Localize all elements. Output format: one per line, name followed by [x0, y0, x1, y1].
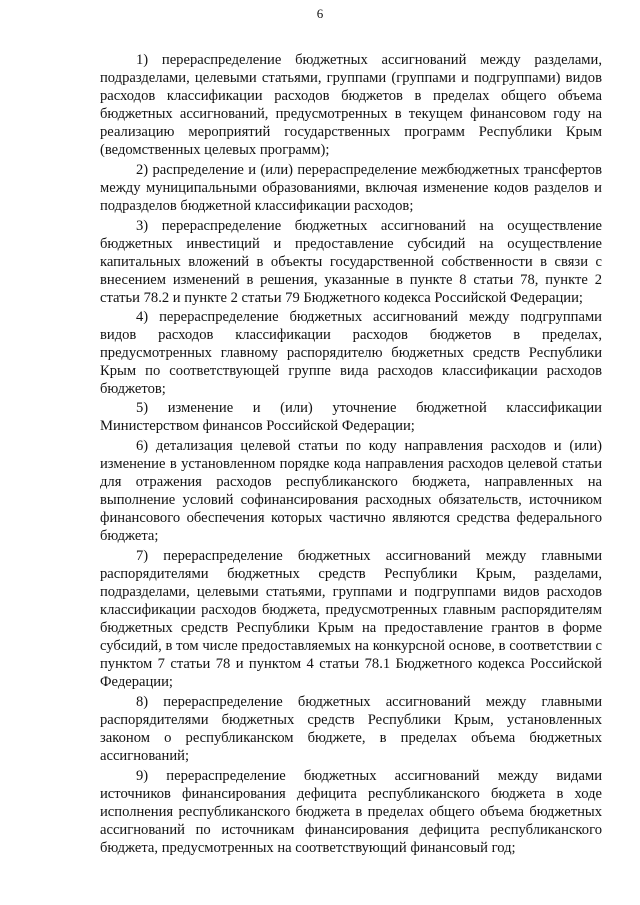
document-body: [100, 51, 602, 857]
list-item-8: 8) перераспределение бюджетных ассигнований между главными распорядителями бюджетных средств Республики Крым, установленных законом о республиканском бюджете, в пределах объема бюджетных ассигнований;: [100, 694, 602, 764]
list-item-3: 3) перераспределение бюджетных ассигнований на осуществление бюджетных инвестиций и предоставление субсидий на осуществление капитальных вложений в объекты государственной собственности в связи с внесением изменений в решения, указанные в пункте 8 статьи 78, пункте 2 статьи 78.2 и пункте 2 статьи 79 Бюджетного кодекса Российской Федерации;: [100, 218, 602, 306]
page-number: 6: [316, 6, 324, 21]
list-item-6: 6) детализация целевой статьи по коду направления расходов и (или) изменение в установленном порядке кода направления расходов целевой статьи для отражения расходов республиканского бюджета, направленных на выполнение условий софинансирования расходных обязательств, источником финансового обеспечения которых частично являются средства федерального бюджета;: [100, 438, 602, 544]
list-item-2: 2) распределение и (или) перераспределение межбюджетных трансфертов между муниципальными образованиями, включая изменение кодов разделов и подразделов бюджетной классификации расходов;: [100, 162, 602, 214]
list-item-9: 9) перераспределение бюджетных ассигнований между видами источников финансирования дефицита республиканского бюджета в ходе исполнения республиканского бюджета в пределах общего объема бюджетных ассигнований по источникам финансирования дефицита республиканского бюджета, предусмотренных на соответствующий финансовый год;: [100, 768, 602, 856]
list-item-4: 4) перераспределение бюджетных ассигнований между подгруппами видов расходов классификации расходов бюджетов в пределах, предусмотренных главному распорядителю бюджетных средств Республики Крым по соответствующей группе вида расходов классификации расходов бюджетов;: [100, 309, 602, 397]
list-item-5: 5) изменение и (или) уточнение бюджетной классификации Министерством финансов Российской Федерации;: [100, 400, 602, 434]
list-item-1: 1) перераспределение бюджетных ассигнований между разделами, подразделами, целевыми статьями, группами (группами и подгруппами) видов расходов классификации расходов бюджетов в пределах общего объема бюджетных ассигнований, предусмотренных в текущем финансовом году на реализацию мероприятий государственных программ Республики Крым (ведомственных целевых программ);: [100, 52, 602, 158]
list-item-7: 7) перераспределение бюджетных ассигнований между главными распорядителями бюджетных средств Республики Крым, разделами, подразделами, целевыми статьями, группами и подгруппами видов расходов классификации расходов бюджета, предусмотренных главным распорядителям бюджетных средств Республики Крым на предоставление грантов в форме субсидий, в том числе предоставляемых на конкурсной основе, в соответствии с пунктом 7 статьи 78 и пунктом 4 статьи 78.1 Бюджетного кодекса Российской Федерации;: [100, 548, 602, 690]
